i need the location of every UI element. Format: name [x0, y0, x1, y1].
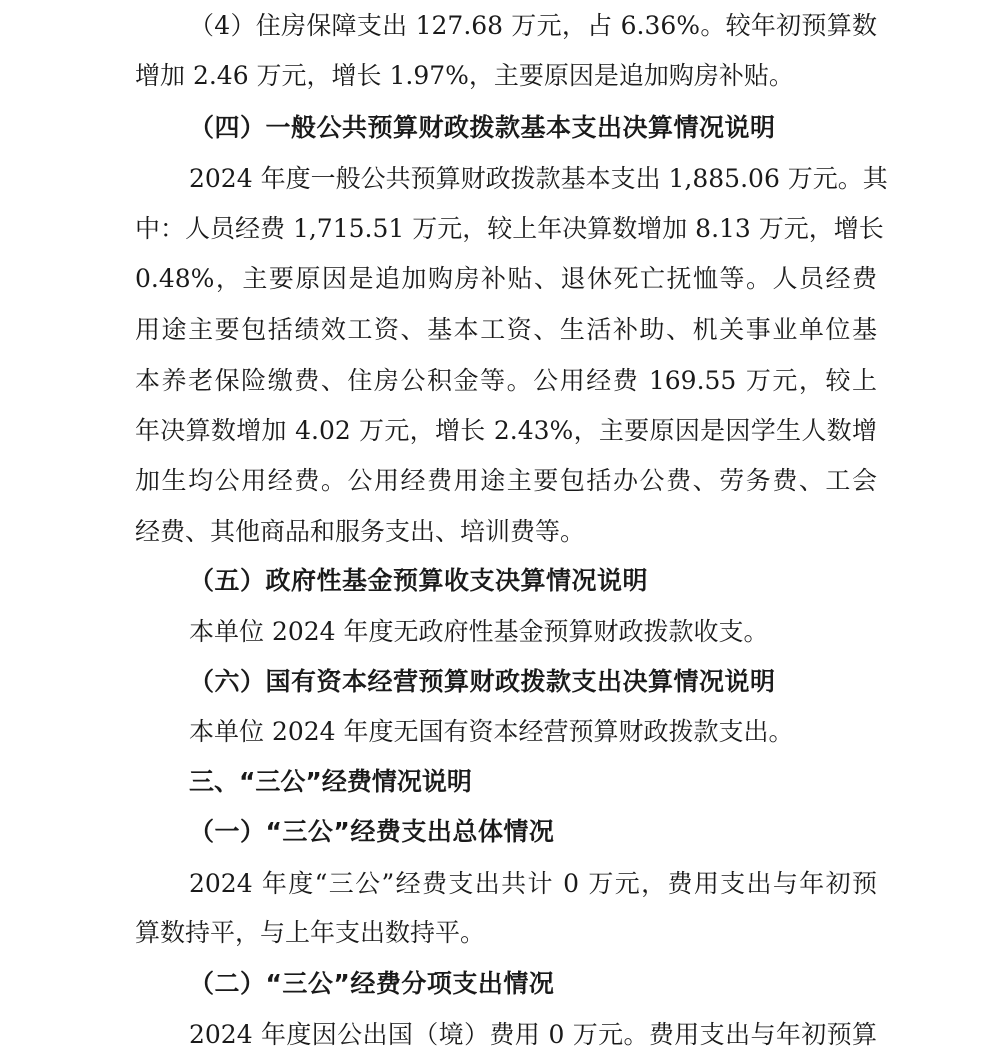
paragraph-line: 2024 年度因公出国（境）费用 0 万元。费用支出与年初预算: [189, 1020, 877, 1049]
paragraph-line: 算数持平，与上年支出数持平。: [135, 918, 486, 947]
section-heading: （二）“三公”经费分项支出情况: [189, 969, 555, 998]
paragraph-line: 增加 2.46 万元，增长 1.97%，主要原因是追加购房补贴。: [135, 61, 794, 90]
paragraph-line: 本单位 2024 年度无国有资本经营预算财政拨款支出。: [189, 717, 794, 746]
paragraph-line: 2024 年度“三公”经费支出共计 0 万元，费用支出与年初预: [189, 869, 877, 898]
section-heading: （四）一般公共预算财政拨款基本支出决算情况说明: [189, 113, 776, 142]
paragraph-line: 经费、其他商品和服务支出、培训费等。: [135, 517, 586, 546]
paragraph-line: 本单位 2024 年度无政府性基金预算财政拨款收支。: [189, 617, 769, 646]
section-heading: （六）国有资本经营预算财政拨款支出决算情况说明: [189, 667, 776, 696]
paragraph-line: 本养老保险缴费、住房公积金等。公用经费 169.55 万元，较上: [135, 366, 877, 395]
paragraph-line: 加生均公用经费。公用经费用途主要包括办公费、劳务费、工会: [135, 466, 877, 495]
chapter-heading: 三、“三公”经费情况说明: [189, 767, 472, 796]
section-heading: （一）“三公”经费支出总体情况: [189, 817, 555, 846]
paragraph-line: 2024 年度一般公共预算财政拨款基本支出 1,885.06 万元。其: [189, 164, 888, 193]
paragraph-line: 年决算数增加 4.02 万元，增长 2.43%，主要原因是因学生人数增: [135, 416, 877, 445]
paragraph-line: 用途主要包括绩效工资、基本工资、生活补助、机关事业单位基: [135, 315, 877, 344]
section-heading: （五）政府性基金预算收支决算情况说明: [189, 566, 649, 595]
paragraph-line: 0.48%，主要原因是追加购房补贴、退休死亡抚恤等。人员经费: [135, 264, 877, 293]
paragraph-line: 中：人员经费 1,715.51 万元，较上年决算数增加 8.13 万元，增长: [135, 214, 884, 243]
paragraph-line: （4）住房保障支出 127.68 万元，占 6.36%。较年初预算数: [189, 11, 877, 40]
